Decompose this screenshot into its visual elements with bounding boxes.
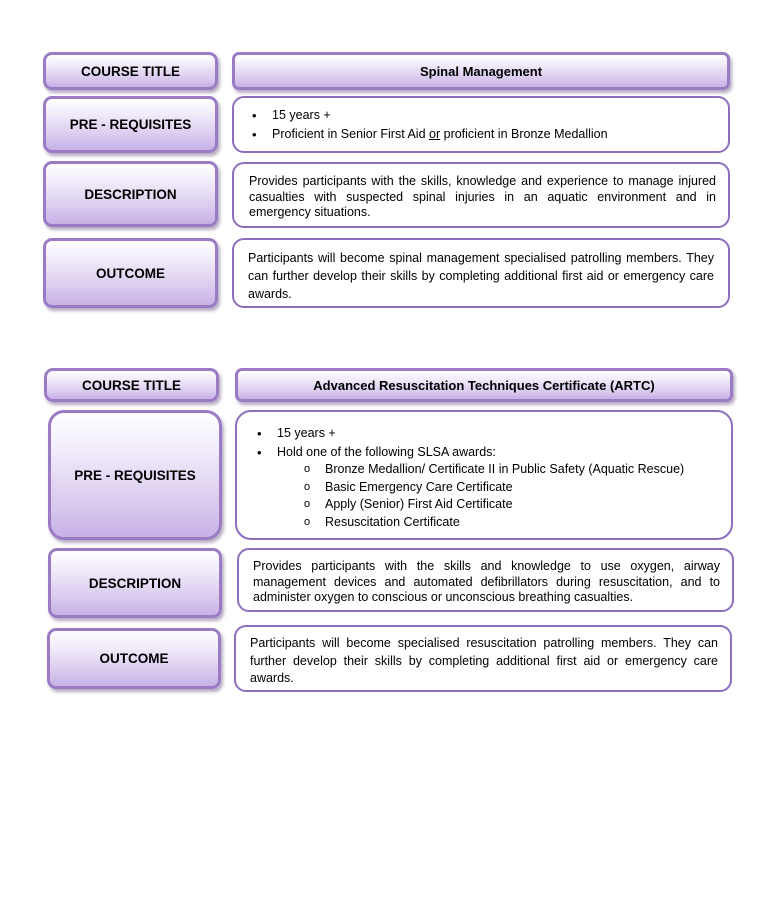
outcome-label: OUTCOME	[43, 238, 218, 308]
course-title: Advanced Resuscitation Techniques Certificate (ARTC)	[235, 368, 733, 402]
outcome-box	[232, 238, 730, 308]
awards-sublist	[277, 461, 721, 531]
list-item: o Basic Emergency Care Certificate	[277, 479, 721, 497]
list-item: • Proficient in Senior First Aid or proficient in Bronze Medallion	[248, 126, 714, 143]
list-item: • Hold one of the following SLSA awards:	[253, 444, 721, 462]
outcome-box	[234, 625, 732, 692]
description-label: DESCRIPTION	[48, 548, 222, 618]
description-label: DESCRIPTION	[43, 161, 218, 227]
description-box	[232, 162, 730, 228]
course-title-label: COURSE TITLE	[44, 368, 219, 402]
prerequisites-list	[248, 107, 714, 143]
prerequisites-label: PRE - REQUISITES	[43, 96, 218, 153]
description-text: Provides participants with the skills and knowledge to use oxygen, airway management devices and automated defibrillators during resuscitation, and to administer oxygen to conscious or unconscious breathing casualties.	[253, 559, 720, 604]
list-item: o Resuscitation Certificate	[277, 514, 721, 532]
outcome-text: Participants will become specialised resuscitation patrolling members. They can further develop their skills by completing additional first aid or emergency care awards.	[250, 636, 718, 685]
outcome-text: Participants will become spinal management specialised patrolling members. They can further develop their skills by completing additional first aid or emergency care awards.	[248, 251, 714, 301]
prerequisites-list	[253, 425, 721, 461]
prerequisites-box	[235, 410, 733, 540]
description-box	[237, 548, 734, 612]
list-item: • 15 years +	[253, 425, 721, 443]
list-item: o Apply (Senior) First Aid Certificate	[277, 496, 721, 514]
list-item: o Bronze Medallion/ Certificate II in Public Safety (Aquatic Rescue)	[277, 461, 721, 479]
course-title: Spinal Management	[232, 52, 730, 90]
prerequisites-box	[232, 96, 730, 153]
prerequisites-label: PRE - REQUISITES	[48, 410, 222, 540]
description-text: Provides participants with the skills, knowledge and experience to manage injured casualties with suspected spinal injuries in an aquatic environment and in emergency situations.	[249, 174, 716, 219]
outcome-label: OUTCOME	[47, 628, 221, 689]
list-item: • 15 years +	[248, 107, 714, 124]
course-title-label: COURSE TITLE	[43, 52, 218, 90]
